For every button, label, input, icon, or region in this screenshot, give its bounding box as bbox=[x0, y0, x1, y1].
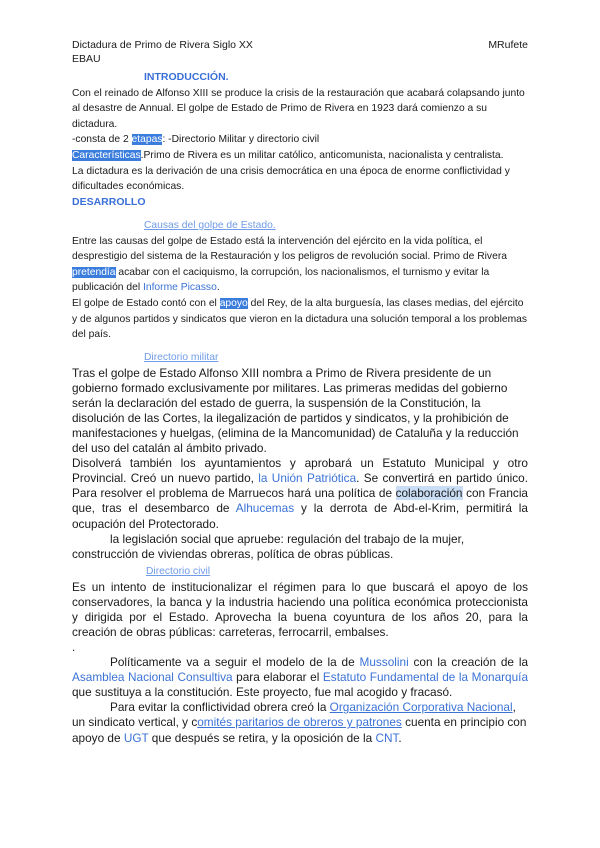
mussolini-link[interactable]: Mussolini bbox=[359, 655, 409, 670]
intro-heading: INTRODUCCIÓN. bbox=[144, 71, 229, 83]
organizacion-corporativa-link[interactable]: Organización Corporativa Nacional bbox=[329, 700, 513, 715]
cnt-link[interactable]: CNT bbox=[375, 730, 399, 745]
militar-p2-a: Disolverá también los ayuntamientos y aprobará un Estatuto Municipal y otro Provincial. Creó un nuevo partido, bbox=[72, 456, 528, 486]
stages-highlight: etapas bbox=[131, 134, 163, 146]
union-patriotica-link[interactable]: la Unión Patriótica bbox=[258, 471, 357, 486]
militar-p2-d: y la derrota de Abd-el-Krim, permitirá la ocupación del Protectorado. bbox=[72, 501, 528, 531]
apoyo-highlight: apoyo bbox=[219, 297, 248, 309]
civil-p2-a: Políticamente va a seguir el modelo de la de bbox=[110, 655, 360, 670]
desarrollo-heading: DESARROLLO bbox=[72, 195, 146, 208]
causas-text-c: . bbox=[216, 282, 220, 294]
estatuto-link[interactable]: Estatuto Fundamental de la Monarquía bbox=[322, 670, 529, 685]
alhucemas-link[interactable]: Alhucemas bbox=[235, 501, 295, 516]
causas-section bbox=[72, 218, 528, 343]
document-title: Dictadura de Primo de Rivera Siglo XX bbox=[72, 39, 253, 51]
civil-p3-e: . bbox=[398, 730, 402, 745]
stages-suffix: : -Directorio Militar y directorio civil bbox=[162, 134, 320, 146]
militar-paragraph-2 bbox=[72, 456, 528, 531]
apoyo-paragraph bbox=[72, 296, 528, 343]
intro-stages-line bbox=[72, 132, 528, 148]
militar-title-link[interactable]: Directorio militar bbox=[144, 352, 219, 363]
civil-p2-d: que sustituya a la constitución. Este proyecto, fue mal acogido y fracasó. bbox=[72, 685, 453, 700]
intro-section bbox=[72, 70, 528, 210]
intro-paragraph: Con el reinado de Alfonso XIII se produce la crisis de la restauración que acabará colapsando junto al desastre de Annual. El golpe de Estado de Primo de Rivera en 1923 dará comienzo a su dictadura. bbox=[72, 87, 525, 130]
intro-characteristics bbox=[72, 148, 528, 164]
characteristics-highlight: Características bbox=[72, 149, 141, 161]
stages-prefix: -consta de 2 bbox=[72, 134, 132, 146]
causas-text-a: Entre las causas del golpe de Estado está la intervención del ejército en la vida política, el desprestigio del sistema de la Restauración y los peligros de revolución social. Primo de Rivera bbox=[72, 235, 507, 263]
militar-p3-text: la legislación social que apruebe: regulación del trabajo de la mujer, construcción de viviendas obreras, política de obras públicas. bbox=[72, 531, 465, 561]
civil-section bbox=[72, 564, 528, 746]
document-header bbox=[72, 38, 253, 66]
civil-p3-b: , un sindicato vertical, y c bbox=[72, 700, 516, 730]
apoyo-text-b: del Rey, de la alta burguesía, las clases medias, del ejército y de algunos partidos y sindicatos que vieron en la dictadura una solución temporal a los problemas del país. bbox=[72, 297, 528, 341]
civil-paragraph-2 bbox=[72, 655, 528, 700]
document-subtitle: EBAU bbox=[72, 53, 101, 65]
intro-conclusion: La dictadura es la derivación de una crisis democrática en una época de enorme conflictividad y dificultades económicas. bbox=[72, 165, 510, 193]
civil-p3-a: Para evitar la conflictividad obrera creó la bbox=[110, 700, 330, 715]
civil-paragraph-1: Es un intento de institucionalizar el régimen para lo que buscará el apoyo de los conservadores, la banca y la industria haciendo una política económica proteccionista y dirigida por el Estado. Aprovecha la buena coyuntura de los años 20, para la creación de obras públicas: carreteras, ferrocarril, embalses. bbox=[72, 579, 528, 639]
civil-p2-b: con la creación de la bbox=[408, 655, 528, 670]
militar-paragraph-1: Tras el golpe de Estado Alfonso XIII nombra a Primo de Rivera presidente de un gobierno formado exclusivamente por militares. Las primeras medidas del gobierno serán la declaración del estado de guerra, la suspensión de la Constitución, la disolución de las Cortes, la ilegalización de partidos y sindicatos, y la prohibición de manifestaciones y huelgas, (elimina de la Mancomunidad) de Cataluña y la reducción del uso del catalán al ámbito privado. bbox=[72, 365, 519, 456]
civil-p3-c: cuenta en principio con apoyo de bbox=[72, 715, 527, 745]
causas-title-link[interactable]: Causas del golpe de Estado. bbox=[144, 220, 276, 231]
militar-section bbox=[72, 350, 528, 562]
informe-picasso-link[interactable]: Informe Picasso bbox=[142, 282, 217, 294]
militar-p2-c: con Francia que, tras el desembarco de bbox=[72, 486, 528, 516]
militar-paragraph-3 bbox=[72, 532, 528, 562]
causas-text-b: acabar con el caciquismo, la corrupción, los nacionalismos, el turnismo y evitar la publicación del bbox=[72, 266, 490, 294]
characteristics-text: .Primo de Rivera es un militar católico, anticomunista, nacionalista y centralista. bbox=[140, 149, 504, 161]
militar-p2-b: . Se convertirá en partido único. Para resolver el problema de Marruecos hará una política de bbox=[72, 471, 528, 501]
civil-p3-d: que después se retira, y la oposición de la bbox=[148, 730, 376, 745]
comites-paritarios-link[interactable]: omités paritarios de obreros y patrones bbox=[197, 715, 402, 730]
civil-p2-c: para elaborar el bbox=[232, 670, 323, 685]
civil-dot: . bbox=[72, 639, 76, 654]
document-author: MRufete bbox=[488, 39, 528, 51]
apoyo-text-a: El golpe de Estado contó con el bbox=[72, 297, 220, 309]
asamblea-link[interactable]: Asamblea Nacional Consultiva bbox=[72, 670, 233, 685]
ugt-link[interactable]: UGT bbox=[123, 730, 149, 745]
causas-paragraph bbox=[72, 234, 528, 296]
civil-paragraph-3 bbox=[72, 700, 528, 745]
pretendia-highlight: pretendía bbox=[72, 266, 116, 278]
colaboracion-highlight: colaboración bbox=[395, 486, 463, 501]
civil-title-link[interactable]: Directorio civil bbox=[146, 566, 211, 577]
